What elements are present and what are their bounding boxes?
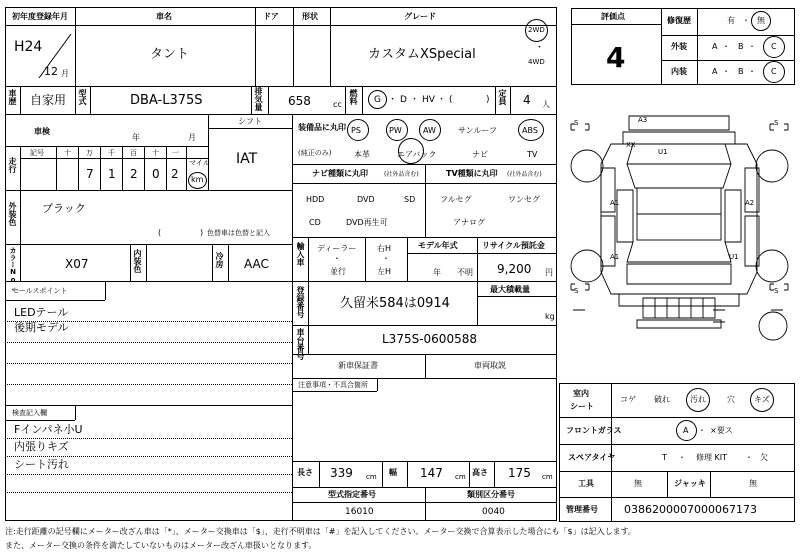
car-diagram <box>563 108 797 358</box>
max-load-unit: kg <box>545 312 555 321</box>
diagram-mark-xx: XX <box>626 141 636 149</box>
mileage-digit-1: 7 <box>86 167 94 181</box>
shift-label: シフト <box>238 117 262 126</box>
equip-leather: 本革 <box>354 150 370 159</box>
interior-b: B <box>738 67 744 76</box>
spare-dot-1: ・ <box>678 453 686 462</box>
tools-label: 工具 <box>578 479 594 488</box>
mileage-h-mile: マイル <box>189 159 210 167</box>
exterior-b: B <box>738 42 744 51</box>
height-unit: cm <box>542 473 553 481</box>
color-paren-open: ( <box>158 228 162 237</box>
nav-sd: SD <box>404 195 416 204</box>
equip-ps: PS <box>351 126 361 135</box>
footer-line-1: 注:走行距離の記号欄にメーター改ざん車は「*」、メーター交換車は「$」、走行不明車は「#」を記入してください。メーター交換で合算表示した場合にも「$」は記入します。 <box>5 527 636 536</box>
fuel-sep-3: ・ <box>437 95 447 105</box>
equipment-note: (純正のみ) <box>298 149 332 157</box>
equipment-label: 装備品に丸印 <box>298 123 346 132</box>
width-value: 147 <box>420 466 443 480</box>
capacity-unit: 人 <box>542 100 550 109</box>
repair-dot: ・ <box>742 16 750 25</box>
exterior-dot-1: ・ <box>722 42 730 51</box>
bracket-left-bottom: S <box>574 287 579 295</box>
seat-opt-tear: 破れ <box>654 395 670 404</box>
capacity-value: 4 <box>523 93 531 107</box>
exterior-dot-2: ・ <box>748 42 756 51</box>
fuel-sep-1: ・ <box>388 95 398 105</box>
interior-a: A <box>712 67 718 76</box>
height-label: 高さ <box>472 468 488 477</box>
displacement-label: 排気量 <box>254 87 263 111</box>
import-right-h: 右H <box>377 244 392 253</box>
first-reg-label: 初年度登録年月 <box>12 12 68 21</box>
tv-oneseg: ワンセグ <box>508 195 540 204</box>
tv-title: TV種類に丸印 <box>446 169 498 178</box>
fuel-option-hv: HV <box>422 95 435 105</box>
door-label: ドア <box>263 12 279 21</box>
fuel-option-other: ( <box>449 95 453 105</box>
manual-label: 車両取説 <box>474 361 506 370</box>
spare-kit: 修理 KIT <box>696 453 728 462</box>
length-label: 長さ <box>297 468 313 477</box>
mileage-h-juu: 十 <box>152 149 159 157</box>
fuel-option-g: G <box>374 95 381 105</box>
equip-abs: ABS <box>522 126 538 135</box>
windshield-dot: ・ <box>698 426 706 435</box>
car-name: タント <box>150 47 190 62</box>
import-left-h: 左H <box>377 267 392 276</box>
bracket-right-top: S <box>774 119 779 127</box>
grade-value: カスタムXSpecial <box>368 47 476 62</box>
interior-c: C <box>771 67 777 76</box>
nav-title: ナビ種類に丸印 <box>312 169 368 178</box>
recycle-value: 9,200 <box>497 262 532 276</box>
interior-dot-1: ・ <box>722 67 730 76</box>
drive-dot: ・ <box>535 43 545 53</box>
diagram-mark-a1-left: A1 <box>610 199 620 207</box>
recycle-unit: 円 <box>545 268 553 277</box>
nav-dvd-play: DVD再生可 <box>346 218 388 227</box>
exterior-a: A <box>712 42 718 51</box>
nav-cd: CD <box>309 218 321 227</box>
length-value: 339 <box>330 466 353 480</box>
use-label: 車歴 <box>8 89 17 105</box>
color-note: 色替車は色替と記入 <box>207 229 270 237</box>
equip-sunroof: サンルーフ <box>458 126 497 135</box>
seat-label-1: 室内 <box>573 389 589 398</box>
diagram-mark-a1-rear: A1 <box>610 253 620 261</box>
note-line-2: 内張りキズ <box>14 440 69 453</box>
capacity-label: 定員 <box>498 89 507 105</box>
spare-t: T <box>662 453 667 462</box>
mileage-digit-5: 2 <box>171 167 179 181</box>
diagram-mark-u1-front: U1 <box>658 148 668 156</box>
class-no-label: 類別区分番号 <box>467 490 515 499</box>
mgmt-label: 管理番号 <box>566 505 598 514</box>
interior-label: 内装 <box>671 67 687 76</box>
fuel-label: 燃料 <box>349 89 358 105</box>
mgmt-number: 0386200007000067173 <box>624 503 757 516</box>
score-label: 評価点 <box>601 12 625 21</box>
import-label: 輸入車 <box>296 242 305 266</box>
diagram-mark-a3: A3 <box>638 116 648 124</box>
chassis-number: L375S-0600588 <box>382 332 477 346</box>
ac-label: 冷房 <box>215 252 224 268</box>
color-paren-close: ) <box>200 228 204 237</box>
inspection-year-unit: 年 <box>132 133 140 142</box>
exterior-label: 外装 <box>671 42 687 51</box>
bracket-right-bottom: S <box>774 287 779 295</box>
warranty-label: 新車保証書 <box>338 361 378 370</box>
max-load-label: 最大積載量 <box>490 285 530 294</box>
mileage-h-ichi: 一 <box>172 149 179 157</box>
mileage-h-sen: 千 <box>108 149 115 157</box>
tv-note: (社外品含む) <box>507 171 542 178</box>
drive-4wd: 4WD <box>528 58 545 66</box>
checker-label: 検査記入欄 <box>12 409 47 417</box>
import-parallel: 並行 <box>330 267 346 276</box>
tv-fullseg: フルセグ <box>440 195 472 204</box>
registration-label: 登録番号 <box>296 286 305 318</box>
import-dealer: ディーラー <box>317 244 357 253</box>
interior-color-label: 内装色 <box>133 249 142 273</box>
type-no-value: 16010 <box>345 507 374 517</box>
recycle-label: リサイクル預託金 <box>482 241 545 250</box>
width-label: 幅 <box>389 468 397 477</box>
import-dot-1: ・ <box>333 254 341 263</box>
windshield-x: ×要ス <box>710 426 733 435</box>
interior-dot-2: ・ <box>748 67 756 76</box>
bracket-left-top: S <box>574 119 579 127</box>
mileage-h-code: 記号 <box>30 149 44 157</box>
mileage-digit-3: 2 <box>130 167 138 181</box>
mileage-h-hyaku: 百 <box>130 149 137 157</box>
sales-point-2: 後期モデル <box>14 321 69 334</box>
note-line-3: シート汚れ <box>14 458 69 471</box>
nav-dvd: DVD <box>357 195 375 204</box>
tv-analog: アナログ <box>453 218 485 227</box>
jack-label: ジャッキ <box>674 479 706 488</box>
repair-no: 無 <box>757 16 765 25</box>
mileage-digit-4: 0 <box>152 167 160 181</box>
mileage-unit: km <box>191 175 204 184</box>
displacement-unit: cc <box>333 100 342 109</box>
model-year-unit: 年 <box>433 268 441 277</box>
exterior-c: C <box>771 42 777 51</box>
sales-point-label: セールスポイント <box>12 287 68 295</box>
score-value: 4 <box>606 41 626 74</box>
displacement-value: 658 <box>288 94 311 108</box>
jack-value: 無 <box>749 479 757 488</box>
length-unit: cm <box>366 473 377 481</box>
height-value: 175 <box>508 466 531 480</box>
diagram-mark-u1-rear: U1 <box>729 253 739 261</box>
nav-hdd: HDD <box>306 195 325 204</box>
mileage-label: 走行 <box>8 157 17 173</box>
month-unit: 月 <box>61 69 69 78</box>
fuel-option-d: D <box>400 95 407 105</box>
drive-2wd: 2WD <box>528 26 545 34</box>
sales-point-1: LEDテール <box>14 306 69 319</box>
spare-none: 欠 <box>760 453 768 462</box>
first-reg-year: H24 <box>14 39 43 55</box>
windshield-label: フロントガラス <box>566 426 622 435</box>
registration-number: 久留米584は0914 <box>340 296 450 311</box>
fuel-sep-2: ・ <box>410 95 420 105</box>
color-label: 外装色 <box>8 202 17 226</box>
color-value: ブラック <box>42 202 86 215</box>
equip-pw: PW <box>389 126 402 135</box>
class-no-value: 0040 <box>482 507 505 517</box>
inspection-label: 車検 <box>34 127 50 136</box>
model-year-unknown: 不明 <box>457 268 473 277</box>
import-dot-2: ・ <box>382 254 390 263</box>
windshield-a: A <box>683 426 689 435</box>
nav-note: (社外品含む) <box>384 171 419 178</box>
tools-value: 無 <box>634 479 642 488</box>
footer-line-2: また、メーター交換の条件を満たしていないものはメーター改ざん車扱いとなります。 <box>5 541 317 550</box>
seat-label-2: シート <box>570 402 594 411</box>
ac-value: AAC <box>244 257 269 271</box>
shift-value: IAT <box>236 151 258 167</box>
fuel-paren-close: ) <box>486 95 490 105</box>
use-value: 自家用 <box>30 93 67 107</box>
color-code-value: X07 <box>65 257 89 271</box>
width-unit: cm <box>455 473 466 481</box>
model-label: 型式 <box>78 89 87 105</box>
mileage-h-10man: 十 <box>64 149 71 157</box>
spare-dot-2: ・ <box>745 453 753 462</box>
repair-yes: 有 <box>727 16 735 25</box>
model-value: DBA-L375S <box>130 93 203 108</box>
repair-label: 修復歴 <box>667 16 691 25</box>
car-name-label: 車名 <box>156 12 172 21</box>
spare-label: スペアタイヤ <box>568 453 616 462</box>
type-no-label: 型式指定番号 <box>328 490 376 499</box>
seat-opt-dirt: 汚れ <box>690 395 706 404</box>
model-year-label: モデル年式 <box>418 241 458 250</box>
diagram-mark-a2-right: A2 <box>745 199 755 207</box>
equip-airbag: エアバック <box>397 150 437 159</box>
mileage-h-man: 万 <box>86 149 93 157</box>
seat-opt-scratch: キズ <box>754 395 770 404</box>
inspection-month-unit: 月 <box>188 133 196 142</box>
shape-label: 形状 <box>302 12 318 21</box>
chassis-label: 車台番号 <box>296 328 305 360</box>
mileage-digit-2: 1 <box>108 167 116 181</box>
note-line-1: Fインパネ小U <box>14 423 83 436</box>
seat-opt-hole: 穴 <box>727 395 735 404</box>
first-reg-month: 12 <box>44 65 58 78</box>
equip-aw: AW <box>423 126 436 135</box>
notes-label: 注意事項・不具合箇所 <box>298 381 368 389</box>
grade-label: グレード <box>404 12 436 21</box>
equip-tv: TV <box>527 150 538 159</box>
equip-navi: ナビ <box>472 150 488 159</box>
seat-opt-burn: コゲ <box>620 395 636 404</box>
color-code-label: カラーNo. <box>9 247 17 292</box>
